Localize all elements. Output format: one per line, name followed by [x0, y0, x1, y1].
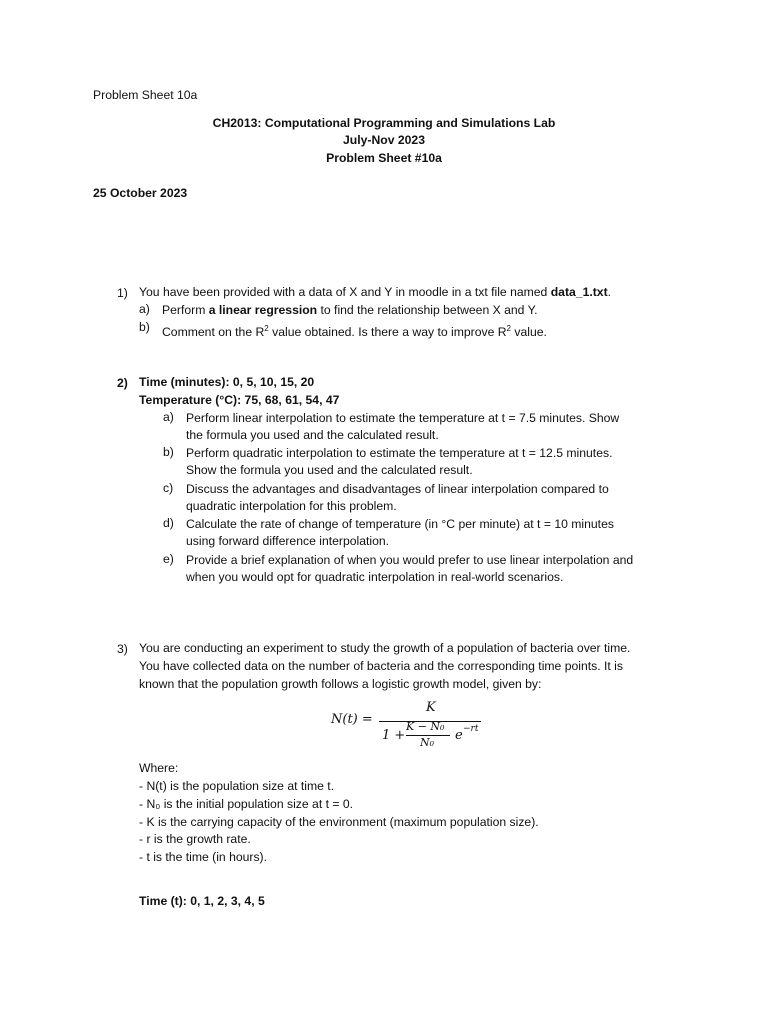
part-b-line-1: Perform quadratic interpolation to estimate the temperature at t = 12.5 minutes. — [186, 446, 613, 460]
part-a-line-1: Perform linear interpolation to estimate the temperature at t = 7.5 minutes. Show — [186, 411, 620, 425]
formula-exponent: −rt — [463, 724, 479, 734]
formula-one-plus: 1 + — [382, 728, 406, 743]
sheet-date: 25 October 2023 — [93, 186, 188, 200]
definition-item: - K is the carrying capacity of the environment (maximum population size). — [139, 815, 539, 829]
file-name: data_1.txt — [550, 285, 608, 299]
part-mark: d) — [163, 516, 174, 530]
question-line-1: You are conducting an experiment to study the growth of a population of bacteria over time. — [139, 641, 631, 655]
course-title: CH2013: Computational Programming and Simulations Lab — [212, 116, 556, 130]
part-mark: c) — [163, 481, 174, 495]
term: July-Nov 2023 — [343, 133, 425, 147]
question-number: 2) — [117, 376, 128, 390]
part-mark: b) — [163, 445, 174, 459]
inner-denominator: N₀ — [420, 736, 435, 749]
part-a-line-2: the formula you used and the calculated result. — [186, 428, 439, 442]
formula-exponential: e — [455, 728, 463, 743]
part-b-text: Comment on the $R^2$ value obtained. Is there a way to improve $R^2$ value. — [162, 324, 547, 340]
sheet-title: Problem Sheet #10a — [326, 151, 442, 165]
time-data: Time (t): 0, 1, 2, 3, 4, 5 — [139, 894, 265, 908]
part-e-line-1: Provide a brief explanation of when you would prefer to use linear interpolation and — [186, 553, 634, 567]
definition-item: - r is the growth rate. — [139, 832, 251, 846]
question-line-2: You have collected data on the number of bacteria and the corresponding time points. It is — [139, 659, 623, 673]
definition-item: - t is the time (in hours). — [139, 850, 268, 864]
part-c-line-1: Discuss the advantages and disadvantages of linear interpolation compared to — [186, 482, 609, 496]
definition-item: - N(t) is the population size at time t. — [139, 779, 335, 793]
part-mark: e) — [163, 552, 174, 566]
definition-item: - N₀ is the initial population size at t = 0. — [139, 797, 354, 811]
part-mark: a) — [163, 410, 174, 424]
formula-numerator: K — [426, 700, 436, 715]
question-line-3: known that the population growth follows a logistic growth model, given by: — [139, 677, 542, 691]
part-c-line-2: quadratic interpolation for this problem. — [186, 499, 397, 513]
part-b-line-2: Show the formula you used and the calculated result. — [186, 463, 473, 477]
part-mark: a) — [139, 302, 150, 316]
part-d-line-1: Calculate the rate of change of temperature (in °C per minute) at t = 10 minutes — [186, 517, 614, 531]
part-d-line-2: using forward difference interpolation. — [186, 534, 390, 548]
part-mark: b) — [139, 320, 150, 334]
running-header: Problem Sheet 10a — [93, 88, 198, 102]
inner-numerator: K − N₀ — [406, 720, 445, 733]
question-number: 1) — [117, 286, 128, 300]
part-e-line-2: when you would opt for quadratic interpolation in real-world scenarios. — [186, 570, 564, 584]
part-a-text: Perform a linear regression to find the relationship between X and Y. — [162, 303, 538, 317]
question-text: You have been provided with a data of X and Y in moodle in a txt file named data_1.txt. — [139, 285, 612, 299]
formula-lhs: N(t) = — [331, 712, 373, 727]
question-number: 3) — [117, 642, 128, 656]
temperature-data: Temperature (°C): 75, 68, 61, 54, 47 — [139, 393, 340, 407]
logistic-growth-formula — [300, 700, 490, 756]
time-data: Time (minutes): 0, 5, 10, 15, 20 — [139, 375, 315, 389]
where-label: Where: — [139, 761, 179, 775]
